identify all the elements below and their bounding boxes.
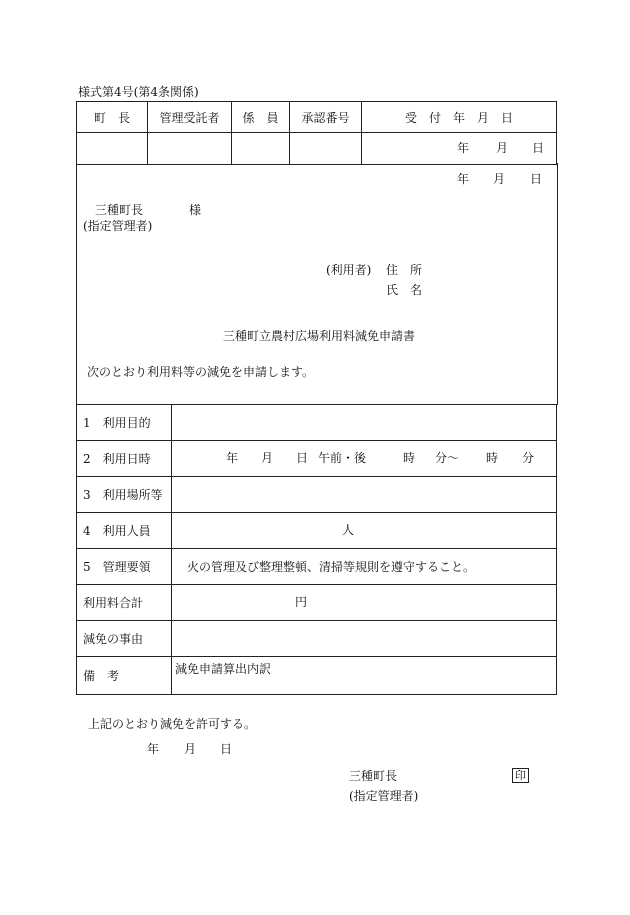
applicant-label: (利用者) [326,263,372,277]
application-month: 月 [493,172,506,186]
approval-day: 日 [220,742,233,756]
seal-icon: 印 [512,768,529,783]
table-row [77,477,557,513]
row-label-datetime: 2 利用日時 [77,441,172,477]
approval-header-table [76,101,557,165]
header-col-staff: 係 員 [232,102,290,133]
receipt-date-cell[interactable] [362,133,557,165]
addressee-honorific: 様 [189,203,202,217]
row-label-attendees: 4 利用人員 [77,513,172,549]
header-col-trustee: 管理受託者 [148,102,232,133]
fee-total-field[interactable] [172,585,557,621]
fee-unit: 円 [295,595,308,609]
addressee: 三種町長 [95,203,144,217]
datetime-start-hour: 時 [403,451,416,465]
approval-signer-sub: (指定管理者) [349,789,419,803]
row-label-purpose: 1 利用目的 [77,405,172,441]
application-day: 日 [530,172,543,186]
table-row [77,513,557,549]
approval-signer: 三種町長 [349,769,398,783]
receipt-day: 日 [532,141,545,155]
staff-stamp-cell[interactable] [232,133,290,165]
receipt-year: 年 [457,141,470,155]
approval-number-cell[interactable] [290,133,362,165]
header-col-mayor: 町 長 [77,102,148,133]
application-details-table [76,404,557,695]
addressee-sub: (指定管理者) [83,219,153,233]
reason-field[interactable] [172,621,557,657]
header-receipt-date-label: 受 付 年 月 日 [362,102,557,133]
datetime-field[interactable] [172,441,557,477]
document-title: 三種町立農村広場利用料減免申請書 [223,329,416,343]
rules-text: 火の管理及び整理整頓、清掃等規則を遵守すること。 [172,549,557,585]
table-row [77,405,557,441]
trustee-stamp-cell[interactable] [148,133,232,165]
row-label-location: 3 利用場所等 [77,477,172,513]
approval-year: 年 [147,742,160,756]
remarks-field[interactable] [172,657,557,695]
receipt-month: 月 [496,141,509,155]
approval-text: 上記のとおり減免を許可する。 [88,717,257,731]
table-row [77,585,557,621]
datetime-month: 月 [261,451,274,465]
row-label-fee-total: 利用料合計 [77,585,172,621]
application-year: 年 [457,172,470,186]
datetime-day: 日 [296,451,309,465]
row-label-remarks: 備 考 [77,657,172,695]
address-label: 住 所 [386,263,423,277]
address-input[interactable] [417,264,547,278]
application-body: 次のとおり利用料等の減免を申請します。 [87,365,315,379]
mayor-stamp-cell[interactable] [77,133,148,165]
table-row [77,441,557,477]
table-row [77,621,557,657]
name-input[interactable] [417,284,547,298]
datetime-year: 年 [226,451,239,465]
table-row [77,549,557,585]
row-label-reason: 減免の事由 [77,621,172,657]
approval-month: 月 [184,742,197,756]
table-row [77,657,557,695]
header-col-approval-number: 承認番号 [290,102,362,133]
attendees-field[interactable] [172,513,557,549]
location-field[interactable] [172,477,557,513]
name-label: 氏 名 [386,283,423,297]
datetime-end-minute: 分 [522,451,535,465]
attendees-unit: 人 [342,523,355,537]
datetime-end-hour: 時 [486,451,499,465]
application-section [76,163,558,405]
datetime-ampm: 午前・後 [318,451,367,465]
purpose-field[interactable] [172,405,557,441]
row-label-rules: 5 管理要領 [77,549,172,585]
remarks-text: 減免申請算出内訳 [175,662,272,676]
datetime-start-minute: 分～ [435,451,460,465]
form-id: 様式第4号(第4条関係) [78,85,199,99]
